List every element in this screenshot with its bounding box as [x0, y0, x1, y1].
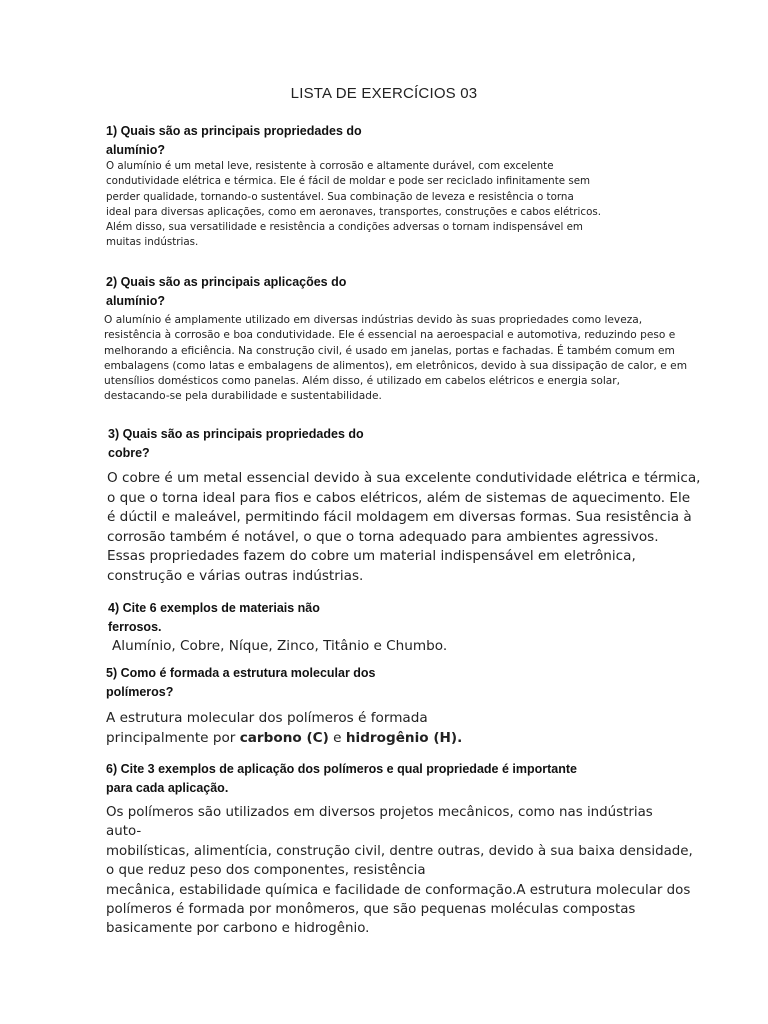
answer-3-line-5: Essas propriedades fazem do cobre um material indispensável em eletrônica, — [107, 548, 636, 565]
answer-2-line-1: O alumínio é amplamente utilizado em diversas indústrias devido às suas propriedades como leveza, — [104, 314, 643, 326]
question-1-line-2: alumínio? — [106, 143, 166, 157]
answer-5-bold-carbono: carbono (C) — [239, 729, 329, 746]
answer-1-line-3: perder qualidade, tornando-o sustentável. Sua combinação de leveza e resistência o torna — [106, 190, 574, 203]
answer-5 — [106, 709, 462, 748]
answer-2-line-6: destacando-se pela durabilidade e sustentabilidade. — [104, 390, 382, 403]
question-5-line-1: 5) Como é formada a estrutura molecular dos — [106, 666, 376, 680]
answer-4-line-1: Alumínio, Cobre, Níque, Zinco, Titânio e Chumbo. — [112, 638, 448, 654]
question-2-line-1: 2) Quais são as principais aplicações do — [106, 275, 347, 289]
answer-5-line-1: A estrutura molecular dos polímeros é formada — [106, 710, 428, 726]
answer-6-line-4: o que reduz peso dos componentes, resistência — [106, 863, 426, 879]
answer-3-line-1: O cobre é um metal essencial devido à sua excelente condutividade elétrica e térmica, — [107, 470, 701, 486]
answer-1-line-4: ideal para diversas aplicações, como em aeronaves, transportes, construções e cabos elétricos. — [106, 205, 602, 218]
answer-6 — [106, 803, 693, 939]
question-2-line-2: alumínio? — [106, 294, 166, 308]
answer-1-line-1: O alumínio é um metal leve, resistente à corrosão e altamente durável, com excelente — [106, 160, 554, 172]
answer-1-line-2: condutividade elétrica e térmica. Ele é fácil de moldar e pode ser reciclado infinitamente sem — [106, 175, 591, 188]
answer-5-line-2 — [106, 729, 462, 749]
question-5-line-2: polímeros? — [106, 685, 174, 699]
answer-2 — [104, 313, 687, 405]
question-4 — [108, 599, 320, 637]
answer-1-line-5: Além disso, sua versatilidade e resistência a condições adversas o tornam indispensável em — [106, 221, 583, 234]
question-6 — [106, 760, 577, 798]
answer-2-line-2: resistência à corrosão e boa condutividade. Ele é essencial na aeroespacial e automotiva, reduzindo peso e — [104, 329, 676, 342]
question-6-line-1: 6) Cite 3 exemplos de aplicação dos polímeros e qual propriedade é importante — [106, 762, 577, 776]
answer-2-line-3: melhorando a eficiência. Na construção civil, é usado em janelas, portas e fachadas. É também comum em — [104, 344, 675, 357]
answer-5-text-mid: e — [328, 729, 346, 746]
answer-1 — [106, 159, 601, 251]
question-6-line-2: para cada aplicação. — [106, 781, 229, 795]
answer-4 — [112, 637, 447, 657]
answer-3 — [107, 469, 701, 587]
answer-1-line-6: muitas indústrias. — [106, 236, 199, 249]
question-3 — [108, 425, 364, 463]
question-4-line-1: 4) Cite 6 exemplos de materiais não — [108, 601, 320, 615]
answer-5-text-pre: principalmente por — [106, 729, 240, 746]
question-1 — [106, 122, 362, 160]
answer-6-line-5: mecânica, estabilidade química e facilidade de conformação.A estrutura molecular dos — [106, 882, 691, 898]
answer-6-line-7: basicamente por carbono e hidrogênio. — [106, 921, 370, 937]
answer-6-line-1: Os polímeros são utilizados em diversos projetos mecânicos, como nas indústrias — [106, 805, 653, 820]
answer-3-line-6: construção e várias outras indústrias. — [107, 567, 364, 584]
page-title: LISTA DE EXERCÍCIOS 03 — [290, 85, 478, 102]
answer-3-line-2: o que o torna ideal para fios e cabos elétricos, além de sistemas de aquecimento. Ele — [107, 489, 691, 506]
answer-6-line-2: auto- — [106, 824, 142, 840]
answer-2-line-4: embalagens (como latas e embalagens de alimentos), em eletrônicos, devido à sua dissipação de calor, e em — [104, 359, 688, 372]
question-5 — [106, 664, 376, 702]
answer-6-line-6: polímeros é formada por monômeros, que são pequenas moléculas compostas — [106, 902, 636, 918]
question-1-line-1: 1) Quais são as principais propriedades do — [106, 124, 362, 138]
question-3-line-1: 3) Quais são as principais propriedades do — [108, 427, 364, 441]
answer-6-line-3: mobilísticas, alimentícia, construção civil, dentre outras, devido à sua baixa densidade, — [106, 843, 693, 859]
question-4-line-2: ferrosos. — [108, 620, 162, 634]
answer-3-line-3: é dúctil e maleável, permitindo fácil moldagem em diversas formas. Sua resistência à — [107, 509, 692, 526]
question-3-line-2: cobre? — [108, 446, 150, 460]
answer-5-bold-hidrogenio: hidrogênio (H). — [345, 729, 463, 746]
answer-3-line-4: corrosão também é notável, o que o torna adequado para ambientes agressivos. — [107, 528, 659, 545]
question-2 — [106, 273, 346, 311]
answer-2-line-5: utensílios domésticos como panelas. Além disso, é utilizado em cabelos elétricos e energia solar, — [104, 375, 620, 388]
